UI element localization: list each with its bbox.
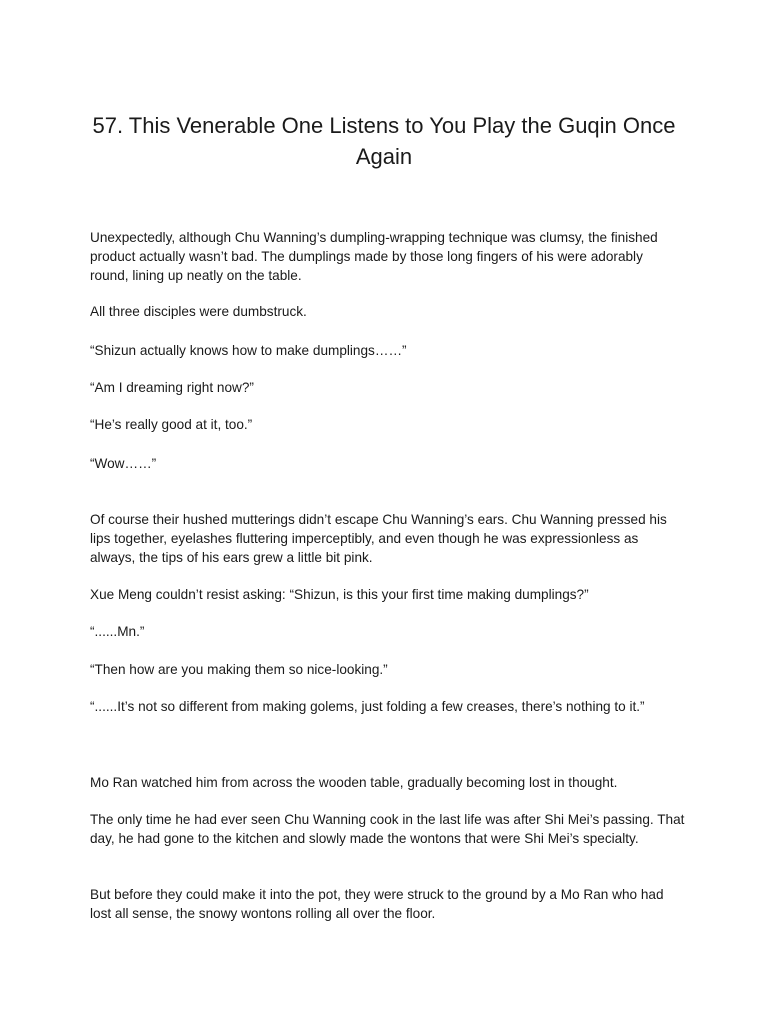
paragraph-2: All three disciples were dumbstruck. (90, 304, 307, 319)
paragraph-8: Xue Meng couldn’t resist asking: “Shizun, is this your first time making dumplings?” (90, 587, 589, 602)
paragraph-5: “He’s really good at it, too.” (90, 417, 253, 432)
paragraph-9: “......Mn.” (90, 624, 145, 639)
paragraph-13: The only time he had ever seen Chu Wanning cook in the last life was after Shi Mei’s passing. That day, he had gone to the kitchen and slowly made the wontons that were Shi Mei’s specialty. (90, 812, 685, 846)
paragraph-1: Unexpectedly, although Chu Wanning’s dumpling-wrapping technique was clumsy, the finished product actually wasn’t bad. The dumplings made by those long fingers of his were adorably round, lining up neatly on the table. (90, 230, 658, 283)
paragraph-3: “Shizun actually knows how to make dumplings……” (90, 343, 407, 358)
paragraph-6: “Wow……” (90, 456, 157, 471)
paragraph-10: “Then how are you making them so nice-looking.” (90, 662, 388, 677)
paragraph-7: Of course their hushed mutterings didn’t escape Chu Wanning’s ears. Chu Wanning pressed his lips together, eyelashes fluttering imperceptibly, and even though he was expressionless as always, the tips of his ears grew a little bit pink. (90, 512, 667, 565)
chapter-title: 57. This Venerable One Listens to You Play the Guqin Once Again (92, 113, 676, 169)
paragraph-11: “......It’s not so different from making golems, just folding a few creases, there’s nothing to it.” (90, 699, 645, 714)
paragraph-12: Mo Ran watched him from across the wooden table, gradually becoming lost in thought. (90, 775, 618, 790)
paragraph-4: “Am I dreaming right now?” (90, 380, 254, 395)
paragraph-14: But before they could make it into the pot, they were struck to the ground by a Mo Ran who had lost all sense, the snowy wontons rolling all over the floor. (90, 887, 664, 921)
